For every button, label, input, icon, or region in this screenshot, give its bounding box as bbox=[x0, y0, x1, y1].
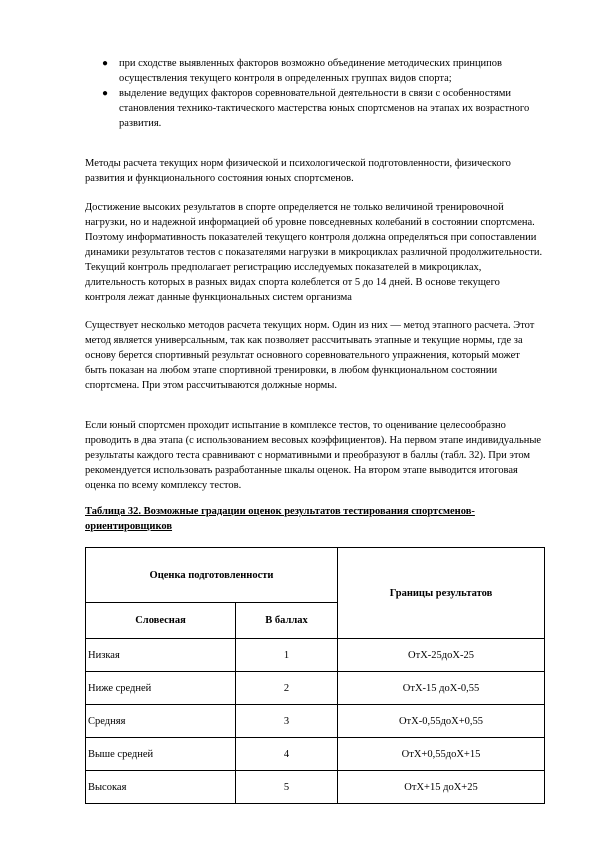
bullet-text: при сходстве выявленных факторов возможно объединение методических принципов осуществления текущего контроля в определенных группах видов спорта; bbox=[119, 58, 503, 84]
cell-grade-points: 1 bbox=[236, 639, 338, 672]
cell-grade-points: 2 bbox=[236, 672, 338, 705]
cell-grade-word: Ниже средней bbox=[86, 672, 236, 705]
bullet-item bbox=[102, 86, 542, 131]
table-row bbox=[86, 738, 545, 771]
grades-table bbox=[85, 547, 545, 804]
cell-grade-word: Средняя bbox=[86, 705, 236, 738]
cell-grade-word: Выше средней bbox=[86, 738, 236, 771]
table-row bbox=[86, 639, 545, 672]
header-result-range: Границы результатов bbox=[338, 548, 545, 639]
bullet-icon: ● bbox=[102, 88, 109, 99]
paragraph-methods-heading: Методы расчета текущих норм физической и психологической подготовленности, физического развития и функционального состояния юных спортсменов. bbox=[85, 158, 511, 184]
cell-grade-points: 3 bbox=[236, 705, 338, 738]
cell-grade-word: Низкая bbox=[86, 639, 236, 672]
bullet-text: выделение ведущих факторов соревновательной деятельности в связи с особенностями становления технико-тактического мастерства юных спортсменов на этапах их возрастного развития. bbox=[119, 88, 530, 129]
cell-grade-points: 5 bbox=[236, 771, 338, 804]
header-verbal: Словесная bbox=[86, 603, 236, 639]
cell-grade-word: Высокая bbox=[86, 771, 236, 804]
table-row bbox=[86, 672, 545, 705]
paragraph-norm-methods: Существует несколько методов расчета текущих норм. Один из них — метод этапного расчета. Этот метод является универсальным, так как позволяет рассчитывать этапные и текущие нормы, где за основу берется спортивный результат основного соревновательного упражнения, который может быть показан на любом этапе спортивной тренировки, в любом функциональном состоянии спортсмена. При этом рассчитываются должные нормы. bbox=[85, 320, 535, 391]
header-points: В баллах bbox=[236, 603, 338, 639]
cell-grade-points: 4 bbox=[236, 738, 338, 771]
table-row bbox=[86, 705, 545, 738]
table-caption: Таблица 32. Возможные градации оценок результатов тестирования спортсменов-ориентировщиков bbox=[85, 506, 475, 532]
paragraph-two-stage-scoring: Если юный спортсмен проходит испытание в комплексе тестов, то оценивание целесообразно проводить в два этапа (с использованием весовых коэффициентов). На первом этапе индивидуальные результаты каждого теста сравнивают с нормативными и преобразуют в баллы (табл. 32). При этом рекомендуется использовать разработанные шкалы оценок. На втором этапе выводится итоговая оценка по всему комплексу тестов. bbox=[85, 420, 542, 491]
cell-grade-range: ОтХ-0,55доХ+0,55 bbox=[338, 705, 545, 738]
table-header-row bbox=[86, 548, 545, 603]
bullet-item bbox=[102, 56, 542, 86]
cell-grade-range: ОтХ-15 доХ-0,55 bbox=[338, 672, 545, 705]
cell-grade-range: ОтХ+0,55доХ+15 bbox=[338, 738, 545, 771]
paragraph-current-control: Достижение высоких результатов в спорте определяется не только величиной тренировочной нагрузки, но и надежной информацией об уровне повседневных колебаний в состоянии спортсмена. Поэтому информативность показателей текущего контроля должна определяться при сопоставлении динамики результатов тестов с показателями нагрузки в микроциклах различной продолжительности. Текущий контроль предполагает регистрацию исследуемых показателей в микроциклах, длительность которых в разных видах спорта колеблется от 5 до 14 дней. В основе текущего контроля лежат данные функциональных систем организма bbox=[85, 202, 543, 303]
header-assessment: Оценка подготовленности bbox=[86, 548, 338, 603]
bullet-list bbox=[102, 56, 542, 131]
cell-grade-range: ОтХ+15 доХ+25 bbox=[338, 771, 545, 804]
bullet-icon: ● bbox=[102, 58, 109, 69]
table-row bbox=[86, 771, 545, 804]
cell-grade-range: ОтХ-25доХ-25 bbox=[338, 639, 545, 672]
